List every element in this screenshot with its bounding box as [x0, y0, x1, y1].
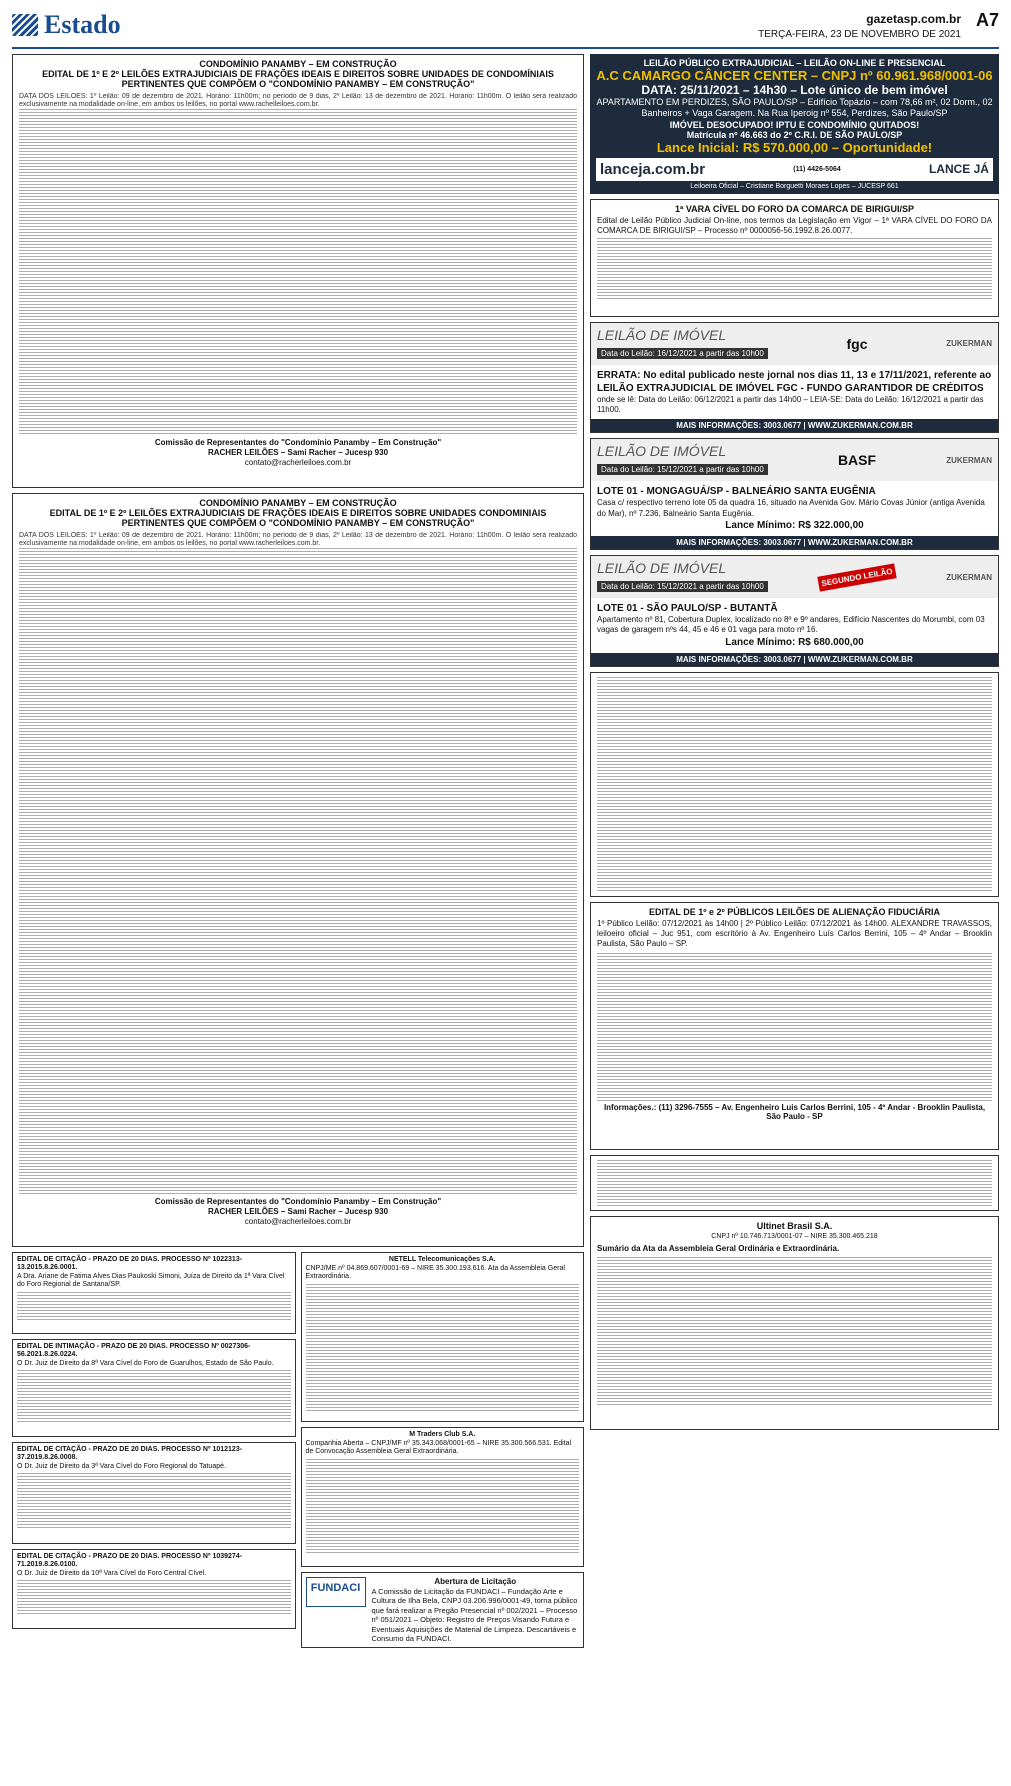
zukerman-logo: ZUKERMAN — [946, 572, 992, 582]
notice-intro: DATA DOS LEILÕES: 1º Leilão: 09 de dezembro de 2021. Horário: 11h00m; no período de 9 dias, 2º Leilão: 13 de dezembro de 2021. Horário: 11h00m. O leilão será realizado exclusivamente na modalidade on-line, em ambos os leilões, no portal www.rachelleiloes.com.br. — [19, 92, 577, 108]
basf-auction-ad: LEILÃO DE IMÓVEL Data do Leilão: 15/12/2021 a partir das 10h00 BASF ZUKERMAN LOTE 01 - MONGAGUÁ/SP - BALNEÁRIO SANTA EUGÊNIA Casa c/ respectivo terreno lote 05 da quadra 16, situado na Avenida Gov. Mário Covas Júnior (antiga Avenida do Mar), nº 7.236, Balneário Santa Eugênia. Lance Mínimo: R$ 322.000,00 MAIS INFORMAÇÕES: 3003.0677 | WWW.ZUKERMAN.COM.BR — [590, 438, 999, 550]
right-column — [590, 54, 999, 1435]
zukerman-logo: ZUKERMAN — [946, 339, 992, 348]
site-url[interactable]: gazetasp.com.br — [866, 12, 961, 26]
signature-email[interactable]: contato@racherleiloes.com.br — [244, 457, 352, 467]
newspaper-logo[interactable] — [12, 10, 121, 40]
signature-auctioneer: RACHER LEILÕES – Sami Racher – Jucesp 930 — [207, 447, 389, 457]
racher-notice-text — [590, 672, 999, 897]
header-rule — [12, 47, 999, 49]
info-link[interactable]: MAIS INFORMAÇÕES: 3003.0677 | WWW.ZUKERMAN.COM.BR — [591, 536, 998, 549]
publication-date: TERÇA-FEIRA, 23 DE NOVEMBRO DE 2021 — [758, 29, 961, 40]
page-number: A7 — [975, 10, 999, 30]
basf-logo: BASF — [837, 452, 877, 469]
notice-signature — [19, 1197, 577, 1227]
info-link[interactable]: MAIS INFORMAÇÕES: 3003.0677 | WWW.ZUKERMAN.COM.BR — [591, 653, 998, 666]
small-notice: EDITAL DE CITAÇÃO - PRAZO DE 20 DIAS. PROCESSO Nº 1022313-13.2015.8.26.0001. A Dra. Ariane de Fatima Alves Dias Paukoski Simoni, Juíza de Direito da 1ª Vara Cível do Foro Regional de Santana/SP. — [12, 1252, 296, 1334]
condominio-notice-1 — [12, 54, 584, 488]
left-column — [12, 54, 584, 1648]
logo-stripes-icon — [12, 14, 38, 36]
birigui-notice: 1ª VARA CÍVEL DO FORO DA COMARCA DE BIRIGUI/SP Edital de Leilão Público Judicial On-line, nos termos da Legislação em Vigor – 1ª VARA CÍVEL DO FORO DA COMARCA DE BIRIGUI/SP – Processo nº 0000056-56.1992.8.26.0077. — [590, 199, 999, 317]
logo-text: Estado — [44, 10, 121, 39]
signature-email[interactable]: contato@racherleiloes.com.br — [244, 1216, 352, 1226]
condominio-notice-2 — [12, 493, 584, 1247]
info-link[interactable]: MAIS INFORMAÇÕES: 3003.0677 | WWW.ZUKERMAN.COM.BR — [591, 419, 998, 432]
alienacao-notice: EDITAL DE 1º e 2º PÚBLICOS LEILÕES DE ALIENAÇÃO FIDUCIÁRIA 1º Público Leilão: 07/12/2021 às 14h00 | 2º Público Leilão: 07/12/2021 às 14h00. ALEXANDRE TRAVASSOS, leiloeiro oficial – Juc 951, com escritório à Av. Engenheiro Luís Carlos Berrini, 105 – 4º Andar – Brooklin Paulista, São Paulo – SP. Informações.: (11) 3296-7555 – Av. Engenheiro Luis Carlos Berrini, 105 - 4º Andar - Brooklin Paulista, São Paulo - SP — [590, 902, 999, 1150]
fgc-logo: fgc — [846, 335, 868, 352]
ultinet-notice: Ultinet Brasil S.A. CNPJ nº 10.746.713/0001-07 – NIRE 35.300.465.218 Sumário da Ata da Assembleia Geral Ordinária e Extraordinária. — [590, 1216, 999, 1430]
notice-subtitle: EDITAL DE 1º E 2º LEILÕES EXTRAJUDICIAIS DE FRAÇÕES IDEAIS E DIREITOS SOBRE UNIDADES CONDOMINIAIS PERTINENTES QUE COMPÕEM O "CONDOMÍNIO PANAMBY – EM CONSTRUÇÃO" — [49, 508, 547, 529]
small-notice: EDITAL DE INTIMAÇÃO - PRAZO DE 20 DIAS. PROCESSO Nº 0027306-56.2021.8.26.0224. O Dr. Juiz de Direito da 8ª Vara Cível do Foro de Guarulhos, Estado de São Paulo. — [12, 1339, 296, 1437]
citacao-notice — [590, 1155, 999, 1211]
small-notice: EDITAL DE CITAÇÃO - PRAZO DE 20 DIAS. PROCESSO Nº 1012123-37.2019.8.26.0008. O Dr. Juiz de Direito da 3ª Vara Cível do Foro Regional do Tatuapé. — [12, 1442, 296, 1544]
butanta-auction-ad: LEILÃO DE IMÓVEL Data do Leilão: 15/12/2021 a partir das 10h00 SEGUNDO LEILÃO ZUKERMAN LOTE 01 - SÃO PAULO/SP - BUTANTÃ Apartamento nº 81, Cobertura Duplex, localizado no 8º e 9º andares, Edifício Nascentes do Morumbi, com 03 vagas de garagem nºs 44, 45 e 46 e 01 vaga para moto nº 16. Lance Mínimo: R$ 680.000,00 MAIS INFORMAÇÕES: 3003.0677 | WWW.ZUKERMAN.COM.BR — [590, 555, 999, 667]
masthead — [12, 10, 999, 46]
notice-title: CONDOMÍNIO PANAMBY – EM CONSTRUÇÃO — [199, 498, 397, 508]
lanceja-logo: LANCE JÁ — [928, 162, 989, 176]
signature-auctioneer: RACHER LEILÕES – Sami Racher – Jucesp 930 — [207, 1206, 389, 1216]
zukerman-logo: ZUKERMAN — [946, 455, 992, 465]
fundaci-notice — [301, 1572, 585, 1648]
lanceja-phone[interactable]: (11) 4426-5064 — [793, 165, 841, 173]
fgc-auction-ad: LEILÃO DE IMÓVEL Data do Leilão: 16/12/2021 a partir das 10h00 fgc ZUKERMAN ERRATA: No edital publicado neste jornal nos dias 11, 13 e 17/11/2021, referente ao LEILÃO EXTRAJUDICIAL DE IMÓVEL FGC - FUNDO GARANTIDOR DE CRÉDITOS onde se lê: Data do Leilão: 06/12/2021 a partir das 14h00 – LEIA-SE: Data do Leilão: 16/12/2021 a partir das 11h00. MAIS INFORMAÇÕES: 3003.0677 | WWW.ZUKERMAN.COM.BR — [590, 322, 999, 434]
small-notices-left — [12, 1252, 296, 1648]
segundo-leilao-badge: SEGUNDO LEILÃO — [817, 563, 896, 591]
camargo-auction-ad: LEILÃO PÚBLICO EXTRAJUDICIAL – LEILÃO ON-LINE E PRESENCIAL A.C CAMARGO CÂNCER CENTER – CNPJ nº 60.961.968/0001-06 DATA: 25/11/2021 – 14h30 – Lote único de bem imóvel APARTAMENTO EM PERDIZES, SÃO PAULO/SP – Edifício Topázio – com 78,66 m², 02 Dorm., 02 Banheiros + Vaga Garagem. Na Rua Iperoig nº 554, Perdizes, São Paulo/SP IMÓVEL DESOCUPADO! IPTU E CONDOMÍNIO QUITADOS! Matrícula nº 46.663 do 2º C.R.I. DE SÃO PAULO/SP Lance Inicial: R$ 570.000,00 – Oportunidade! lanceja.com.br (11) 4426-5064 LANCE JÁ Leiloeira Oficial – Cristiane Borguetti Moraes Lopes – JUCESP 661 — [590, 54, 999, 194]
notice-intro: DATA DOS LEILÕES: 1º Leilão: 09 de dezembro de 2021. Horário: 11h00m; no período de 9 dias, 2º Leilão: 13 de dezembro de 2021. Horário: 11h00m. O leilão será realizado exclusivamente na modalidade on-line, em ambos os leilões, no portal www.racherleiloes.com.br. — [19, 531, 577, 547]
lanceja-site[interactable]: lanceja.com.br — [600, 160, 706, 178]
small-notices-right — [301, 1252, 585, 1648]
notice-body-text — [19, 548, 577, 1194]
notice-subtitle: EDITAL DE 1º E 2º LEILÕES EXTRAJUDICIAIS DE FRAÇÕES IDEAIS E DIREITOS SOBRE UNIDADES DE CONDOMÍNIAIS PERTINENTES QUE COMPÕEM O "CONDOMÍNIO PANAMBY – EM CONSTRUÇÃO" — [42, 69, 554, 90]
small-notice: M Traders Club S.A. Companhia Aberta – CNPJ/MF nº 35.343.068/0001-65 – NIRE 35.300.566.531. Edital de Convocação Assembleia Geral Extraordinária. — [301, 1427, 585, 1567]
fundaci-title: Abertura de Licitação — [434, 1577, 517, 1586]
notice-signature — [19, 438, 577, 468]
small-notices-grid — [12, 1252, 584, 1648]
small-notice: EDITAL DE CITAÇÃO - PRAZO DE 20 DIAS. PROCESSO Nº 1039274-71.2019.8.26.0100. O Dr. Juiz de Direito da 10ª Vara Cível do Foro Central Cível. — [12, 1549, 296, 1629]
notice-body-text — [19, 109, 577, 435]
fundaci-logo: FUNDACI — [306, 1577, 366, 1607]
small-notice: NETELL Telecomunicações S.A. CNPJ/ME nº 04.869.607/0001-69 – NIRE 35.300.193.616. Ata da Assembleia Geral Extraordinária. — [301, 1252, 585, 1422]
signature-committee: Comissão de Representantes do "Condomínio Panamby – Em Construção" — [154, 1196, 442, 1206]
notice-title: CONDOMÍNIO PANAMBY – EM CONSTRUÇÃO — [199, 59, 397, 69]
fundaci-body: A Comissão de Licitação da FUNDACI – Fundação Arte e Cultura de Ilha Bela, CNPJ 03.206.996/0001-49, torna público que fará realizar a Pregão Presencial nº 002/2021 – Processo nº 051/2021 – Objeto: Registro de Preços Visando Futura e Eventuais Aquisições de Material de Limpeza. Descartáveis e Consumo da FUNDACI. — [371, 1587, 578, 1643]
signature-committee: Comissão de Representantes do "Condomínio Panamby – Em Construção" — [154, 437, 442, 447]
